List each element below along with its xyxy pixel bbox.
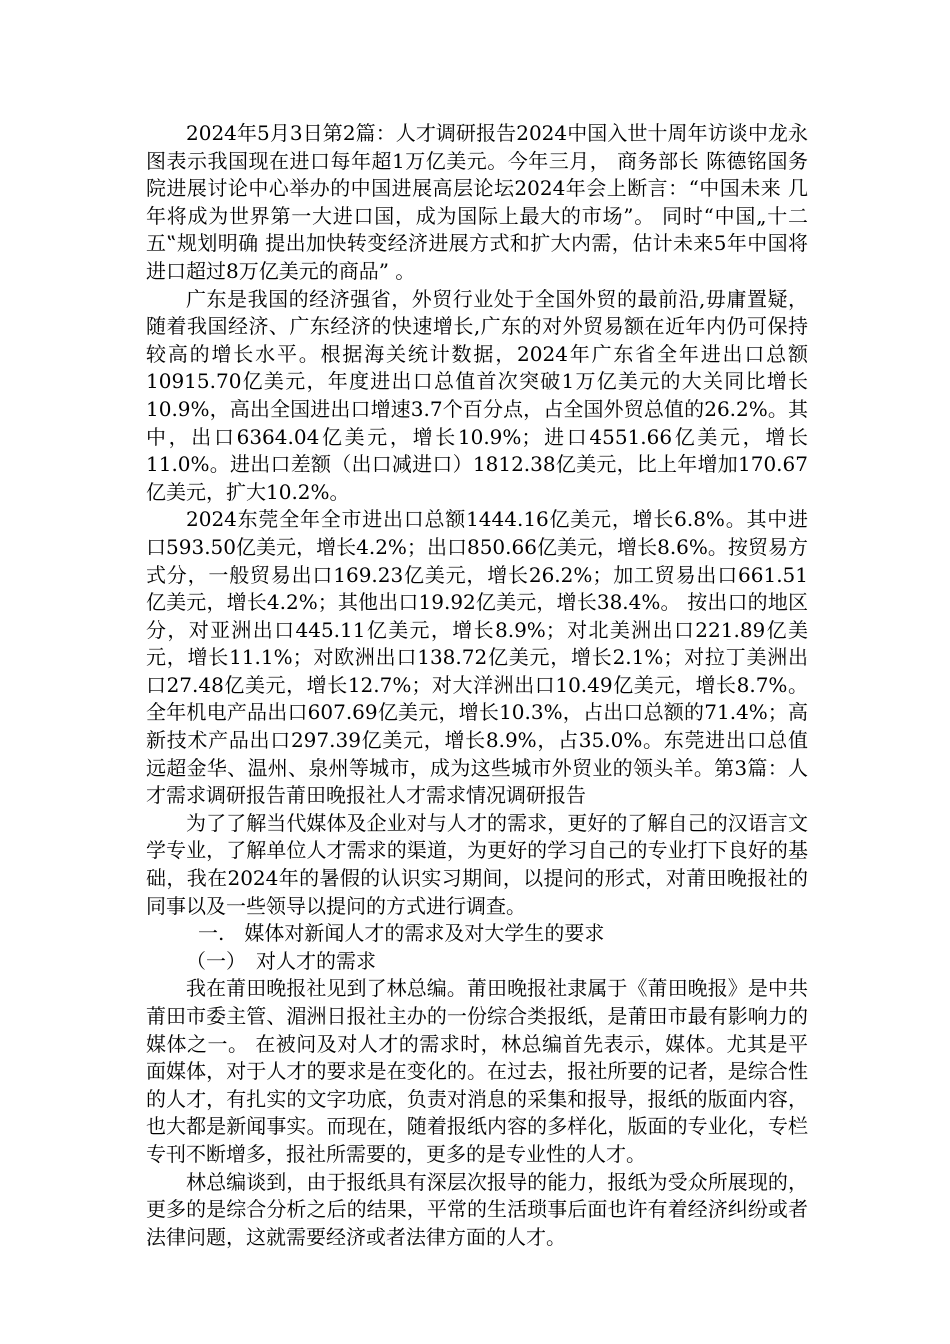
section-heading: 一. 媒体对新闻人才的需求及对大学生的要求 <box>198 921 605 946</box>
paragraph: 2024东莞全年全市进出口总额1444.16亿美元，增长6.8%。其中进口593.50亿美元，增长4.2%；出口850.66亿美元，增长8.6%。按贸易方式分，一般贸易出口169.23亿美元，增长26.2%；加工贸易出口661.51亿美元，增长4.2%；其他出口19.92亿美元，增长38.4%。 按出口的地区分，对亚洲出口445.11亿美元，增长8.9%；对北美洲出口221.89亿美元，增长11.1%；对欧洲出口138.72亿美元，增长2.1%；对拉丁美洲出口27.48亿美元，增长12.7%；对大洋洲出口10.49亿美元，增长8.7%。全年机电产品出口607.69亿美元，增长10.3%，占出口总额的71.4%；高新技术产品出口297.39亿美元，增长8.9%，占35.0%。东莞进出口总值远超金华、温州、泉州等城市，成为这些城市外贸业的领头羊。第3篇：人才需求调研报告莆田晚报社人才需求情况调研报告 <box>146 507 808 808</box>
paragraph: 广东是我国的经济强省，外贸行业处于全国外贸的最前沿,毋庸置疑，随着我国经济、广东经济的快速增长,广东的对外贸易额在近年内仍可保持较高的增长水平。根据海关统计数据，2024年广东省全年进出口总额10915.70亿美元，年度进出口总值首次突破1万亿美元的大关同比增长10.9%，高出全国进出口增速3.7个百分点，占全国外贸总值的26.2%。其中，出口6364.04亿美元，增长10.9%；进口4551.66亿美元，增长11.0%。进出口差额（出口减进口）1812.38亿美元，比上年增加170.67亿美元，扩大10.2%。 <box>146 286 808 504</box>
paragraph: 我在莆田晚报社见到了林总编。莆田晚报社隶属于《莆田晚报》是中共莆田市委主管、湄洲日报社主办的一份综合类报纸，是莆田市最有影响力的媒体之一。 在被问及对人才的需求时，林总编首先表示，媒体。尤其是平面媒体，对于人才的要求是在变化的。在过去，报社所要的记者，是综合性的人才，有扎实的文字功底，负责对消息的采集和报导，报纸的版面内容，也大都是新闻事实。而现在，随着报纸内容的多样化，版面的专业化，专栏专刊不断增多，报社所需要的，更多的是专业性的人才。 <box>146 976 808 1166</box>
paragraph: 为了了解当代媒体及企业对与人才的需求，更好的了解自己的汉语言文学专业，了解单位人才需求的渠道，为更好的学习自己的专业打下良好的基础，我在2024年的暑假的认识实习期间，以提问的形式，对莆田晚报社的同事以及一些领导以提问的方式进行调查。 <box>146 810 808 918</box>
paragraph: 2024年5月3日第2篇：人才调研报告2024中国入世十周年访谈中龙永图表示我国现在进口每年超1万亿美元。今年三月， 商务部长 陈德铭国务院进展讨论中心举办的中国进展高层论坛2024年会上断言：“中国未来 几年将成为世界第一大进口国，成为国际上最大的市场”。 同时“中国„十二五‟规划明确 提出加快转变经济进展方式和扩大内需，估计未来5年中国将进口超过8万亿美元的商品” 。 <box>146 121 808 283</box>
subsection-heading: （一） 对人才的需求 <box>186 948 376 973</box>
paragraph: 林总编谈到，由于报纸具有深层次报导的能力，报纸为受众所展现的，更多的是综合分析之后的结果，平常的生活琐事后面也许有着经济纠纷或者法律问题，这就需要经济或者法律方面的人才。 <box>146 1169 808 1249</box>
document-page <box>146 120 808 1251</box>
